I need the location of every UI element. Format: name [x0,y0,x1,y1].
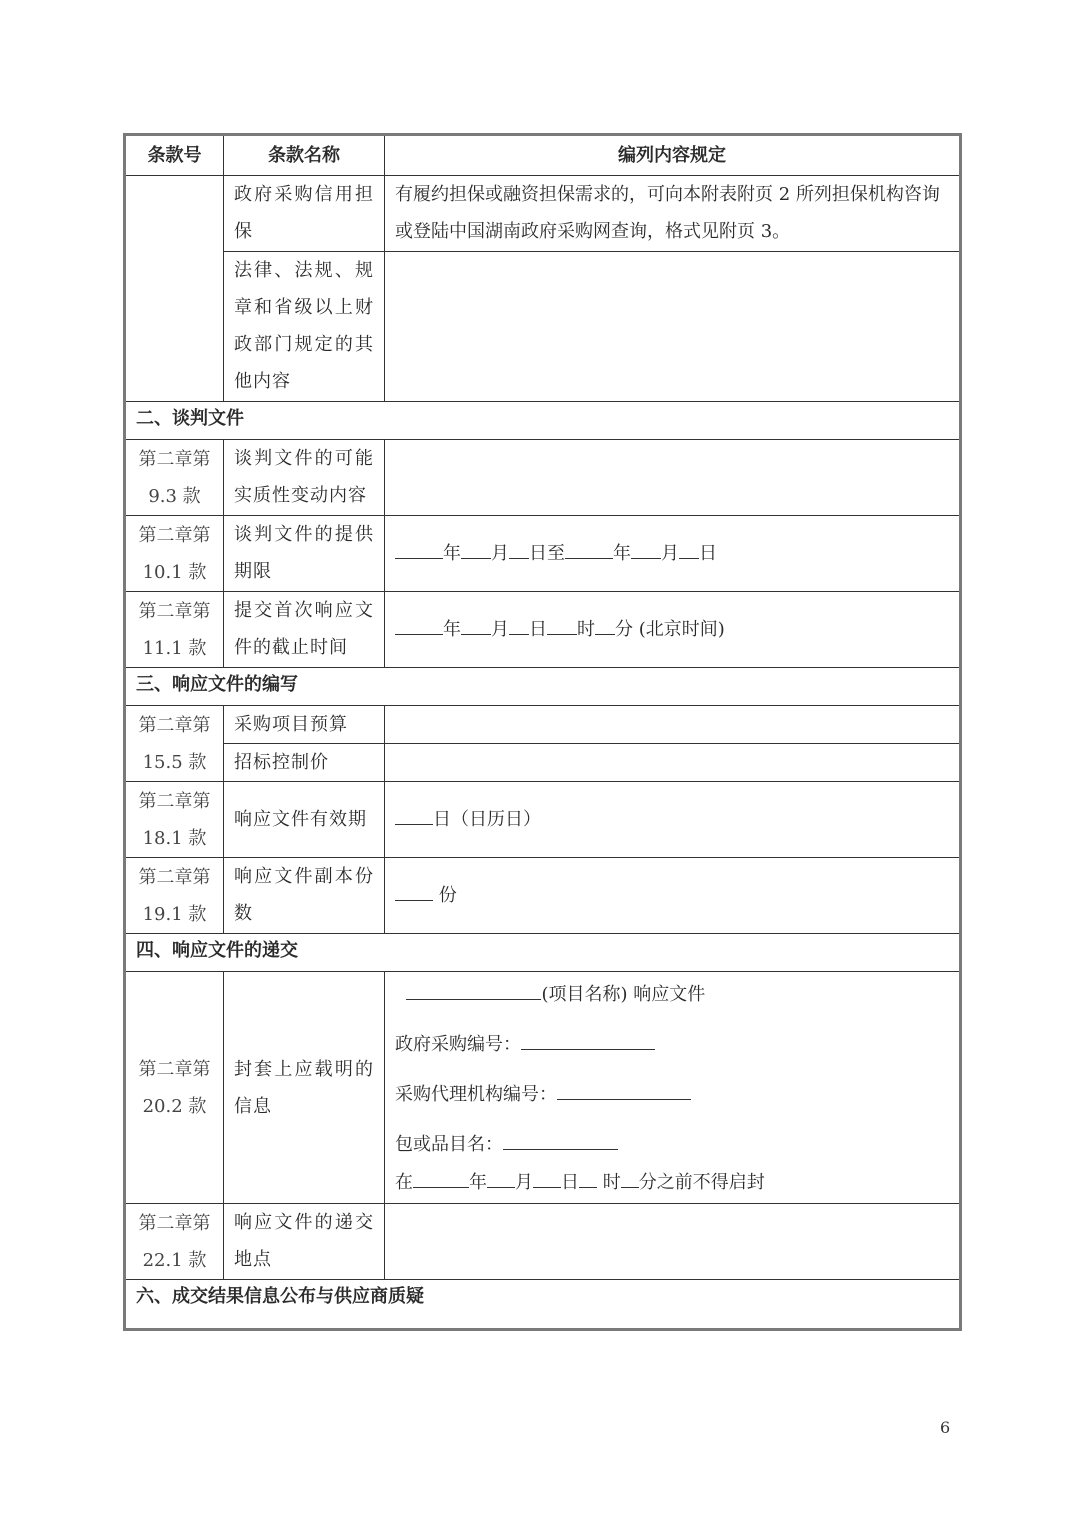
clause-name: 法律、法规、规章和省级以上财政部门规定的其他内容 [224,252,385,402]
blank-line[interactable] [413,1169,469,1188]
blank-line[interactable] [395,806,433,825]
clause-number: 第二章第 10.1 款 [125,516,224,592]
section-row [125,934,961,972]
blank-line[interactable] [487,1169,515,1188]
table-row [125,1204,961,1280]
clause-number: 第二章第 11.1 款 [125,592,224,668]
table-row [125,592,961,668]
table-row [125,858,961,934]
date-range-field: 年 月 日至 年 月 日 [385,516,961,592]
clause-name: 响应文件的递交地点 [224,1204,385,1280]
blank-line[interactable] [621,1169,639,1188]
section-title: 三、响应文件的编写 [125,668,961,706]
clause-number-empty [125,176,224,402]
blank-line[interactable] [679,540,699,559]
section-title: 六、成交结果信息公布与供应商质疑 [125,1280,961,1330]
table-row [125,440,961,516]
section-row [125,1280,961,1330]
clause-number: 第二章第 22.1 款 [125,1204,224,1280]
table-row [125,176,961,252]
clause-content-empty [385,744,961,782]
section-row [125,402,961,440]
clause-number: 第二章第 15.5 款 [125,706,224,782]
clause-name: 谈判文件的提供期限 [224,516,385,592]
blank-line[interactable] [557,1081,691,1100]
blank-line[interactable] [395,616,443,635]
clause-name: 封套上应载明的信息 [224,972,385,1204]
table-row [125,744,961,782]
clause-name: 提交首次响应文件的截止时间 [224,592,385,668]
copies-field: 份 [385,858,961,934]
section-title: 二、谈判文件 [125,402,961,440]
section-title: 四、响应文件的递交 [125,934,961,972]
blank-line[interactable] [509,616,529,635]
blank-line[interactable] [547,616,577,635]
clause-content-empty [385,706,961,744]
table-row [125,782,961,858]
blank-line[interactable] [595,616,615,635]
header-clause-name: 条款名称 [224,135,385,176]
table-header-row [125,135,961,176]
blank-line[interactable] [395,540,443,559]
clause-name: 谈判文件的可能实质性变动内容 [224,440,385,516]
clause-table [123,133,962,1331]
clause-name: 响应文件有效期 [224,782,385,858]
clause-number: 第二章第 9.3 款 [125,440,224,516]
header-clause-no: 条款号 [125,135,224,176]
page-number: 6 [940,1418,951,1437]
blank-line[interactable] [533,1169,561,1188]
section-row [125,668,961,706]
blank-line[interactable] [406,981,541,1000]
table-row [125,972,961,1204]
deadline-field: 年 月 日 时 分 (北京时间) [385,592,961,668]
table-row [125,252,961,402]
blank-line[interactable] [503,1131,618,1150]
clause-content: 有履约担保或融资担保需求的，可向本附表附页 2 所列担保机构咨询或登陆中国湖南政府采购网查询，格式见附页 3。 [385,176,961,252]
blank-line[interactable] [565,540,613,559]
blank-line[interactable] [521,1031,655,1050]
blank-line[interactable] [461,540,491,559]
header-content-rules: 编列内容规定 [385,135,961,176]
clause-content-empty [385,252,961,402]
clause-content-empty [385,440,961,516]
clause-number: 第二章第 19.1 款 [125,858,224,934]
table-row [125,516,961,592]
clause-number: 第二章第 18.1 款 [125,782,224,858]
table-row [125,706,961,744]
blank-line[interactable] [461,616,491,635]
clause-name: 招标控制价 [224,744,385,782]
blank-line[interactable] [395,882,433,901]
clause-name: 响应文件副本份数 [224,858,385,934]
validity-field: 日（日历日） [385,782,961,858]
blank-line[interactable] [509,540,529,559]
blank-line[interactable] [631,540,661,559]
clause-name: 政府采购信用担保 [224,176,385,252]
blank-line[interactable] [579,1169,597,1188]
clause-content-empty [385,1204,961,1280]
clause-name: 采购项目预算 [224,706,385,744]
envelope-info: (项目名称) 响应文件 政府采购编号： 采购代理机构编号： 包或品目名： 在 年 月 日 时 分之前不得启封 [385,972,961,1204]
clause-number: 第二章第 20.2 款 [125,972,224,1204]
